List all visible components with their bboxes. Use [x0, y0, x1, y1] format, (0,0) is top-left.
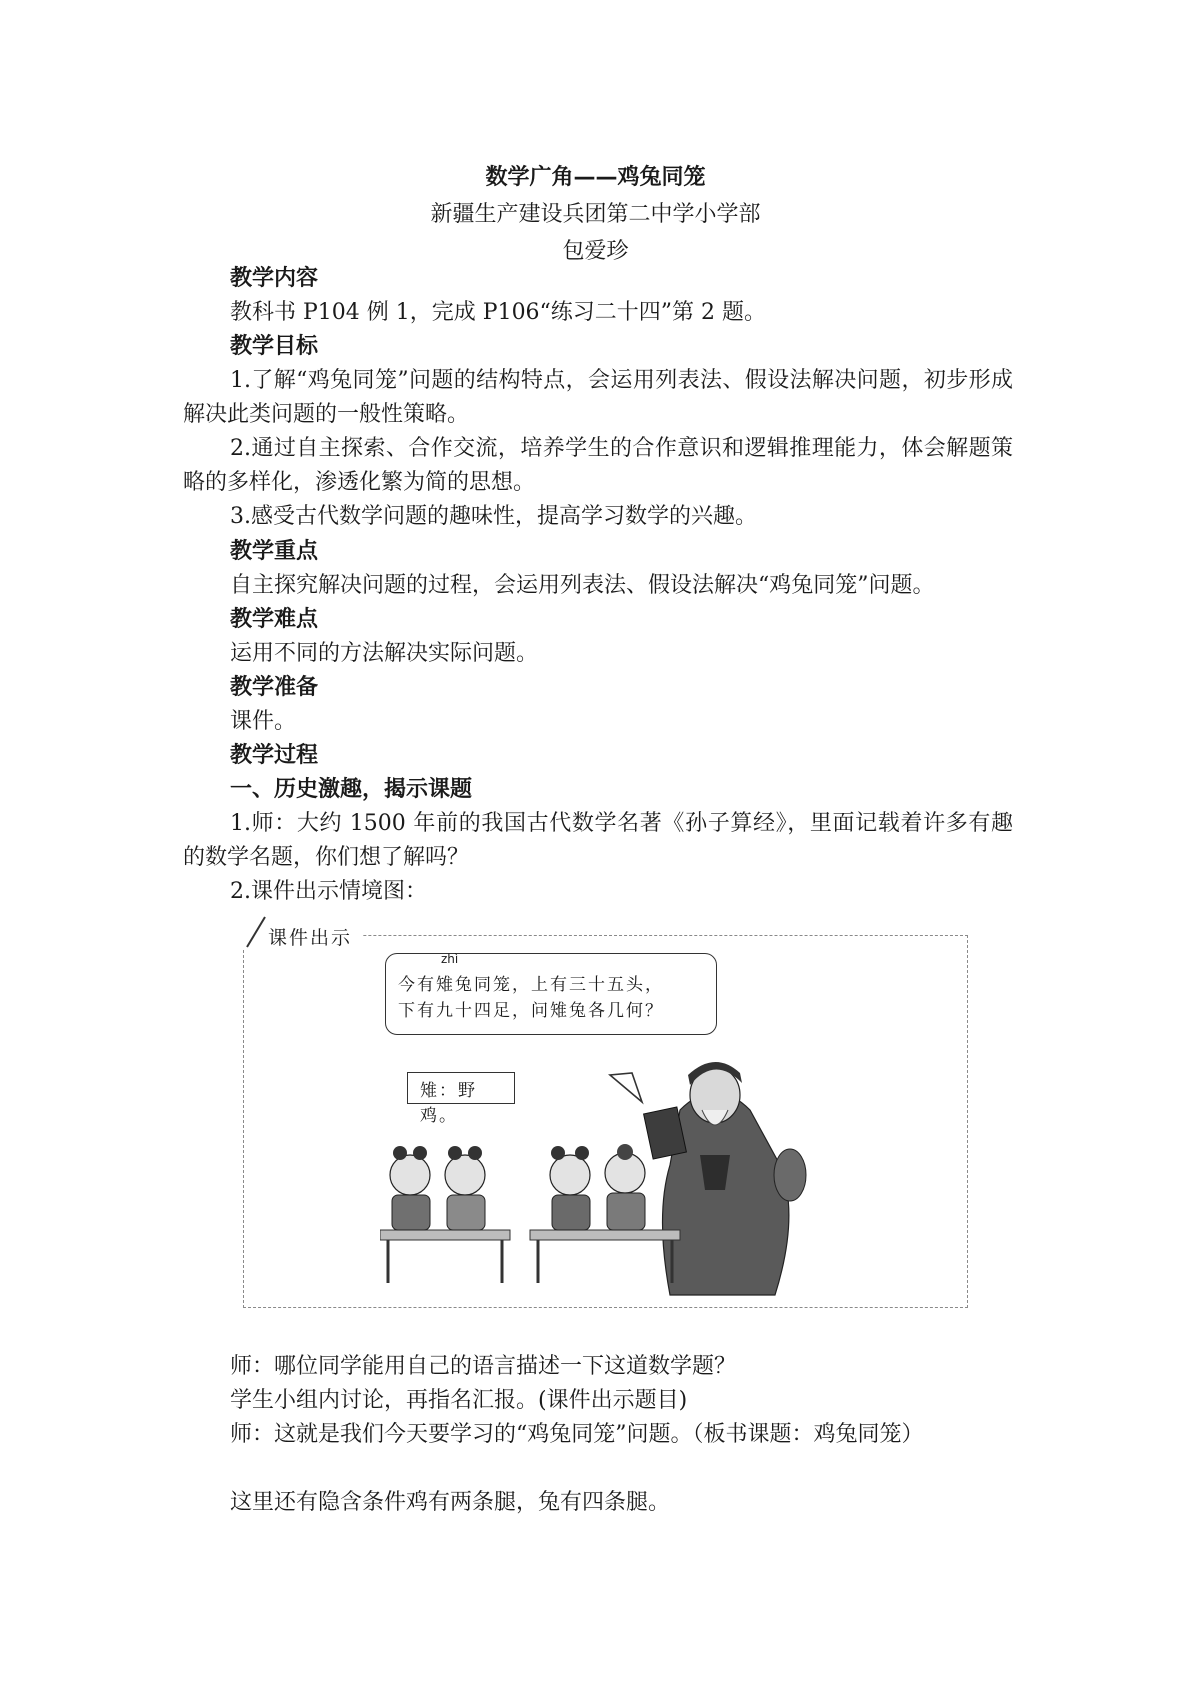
vocab-note-box: [407, 1072, 515, 1126]
bubble-line-2: 下有九十四足，问雉兔各几何？: [398, 1001, 664, 1021]
content-text: 教科书 P104 例 1，完成 P106“练习二十四”第 2 题。: [230, 300, 767, 325]
figure-tag-label: 课件出示: [268, 927, 353, 949]
heading-process: 教学过程: [230, 743, 319, 768]
speech-bubble: [385, 953, 717, 1035]
figure-tag: [243, 913, 363, 949]
heading-prep: 教学准备: [230, 675, 319, 700]
students: [390, 1144, 645, 1230]
bubble-line-1: 今有雉兔同笼，上有三十五头，: [398, 975, 664, 995]
school-name: 新疆生产建设兵团第二中学小学部: [430, 202, 761, 227]
heading-part1: 一、历史激趣，揭示课题: [230, 777, 473, 802]
step-1: 1.师：大约 1500 年前的我国古代数学名著《孙子算经》，里面记载着许多有趣的数学名题，你们想了解吗？: [183, 811, 1013, 870]
step-2: 2.课件出示情境图：: [230, 879, 427, 904]
document-title: 数学广角——鸡兔同笼: [485, 165, 706, 190]
pinyin-annotation: zhì: [441, 952, 459, 966]
bubble-tail: [610, 1073, 642, 1102]
heading-content: 教学内容: [230, 266, 319, 291]
prep-text: 课件。: [230, 709, 297, 734]
goal-3: 3.感受古代数学问题的趣味性，提高学习数学的兴趣。: [230, 504, 757, 529]
author-name: 包爱珍: [562, 239, 629, 264]
vocab-note: 雉：野鸡。: [420, 1081, 477, 1126]
difficulty-text: 运用不同的方法解决实际问题。: [230, 641, 539, 666]
after-q4: 这里还有隐含条件鸡有两条腿，兔有四条腿。: [230, 1490, 671, 1515]
goal-1: 1.了解“鸡兔同笼”问题的结构特点，会运用列表法、假设法解决问题，初步形成解决此类问题的一般性策略。: [183, 368, 1013, 427]
heading-difficulty: 教学难点: [230, 607, 319, 632]
heading-key: 教学重点: [230, 539, 319, 564]
after-q3: 师：这就是我们今天要学习的“鸡兔同笼”问题。（板书课题：鸡兔同笼）: [230, 1422, 924, 1447]
teacher-figure: [644, 1062, 806, 1295]
after-q1: 师：哪位同学能用自己的语言描述一下这道数学题？: [230, 1354, 737, 1379]
classroom-illustration: [380, 1015, 840, 1305]
bubble-text: [398, 972, 664, 1024]
goal-2: 2.通过自主探索、合作交流，培养学生的合作意识和逻辑推理能力，体会解题策略的多样化，渗透化繁为简的思想。: [183, 436, 1013, 495]
desks: [380, 1230, 680, 1283]
after-q2: 学生小组内讨论，再指名汇报。(课件出示题目): [230, 1388, 688, 1413]
key-text: 自主探究解决问题的过程，会运用列表法、假设法解决“鸡兔同笼”问题。: [230, 573, 935, 598]
heading-goals: 教学目标: [230, 334, 319, 359]
